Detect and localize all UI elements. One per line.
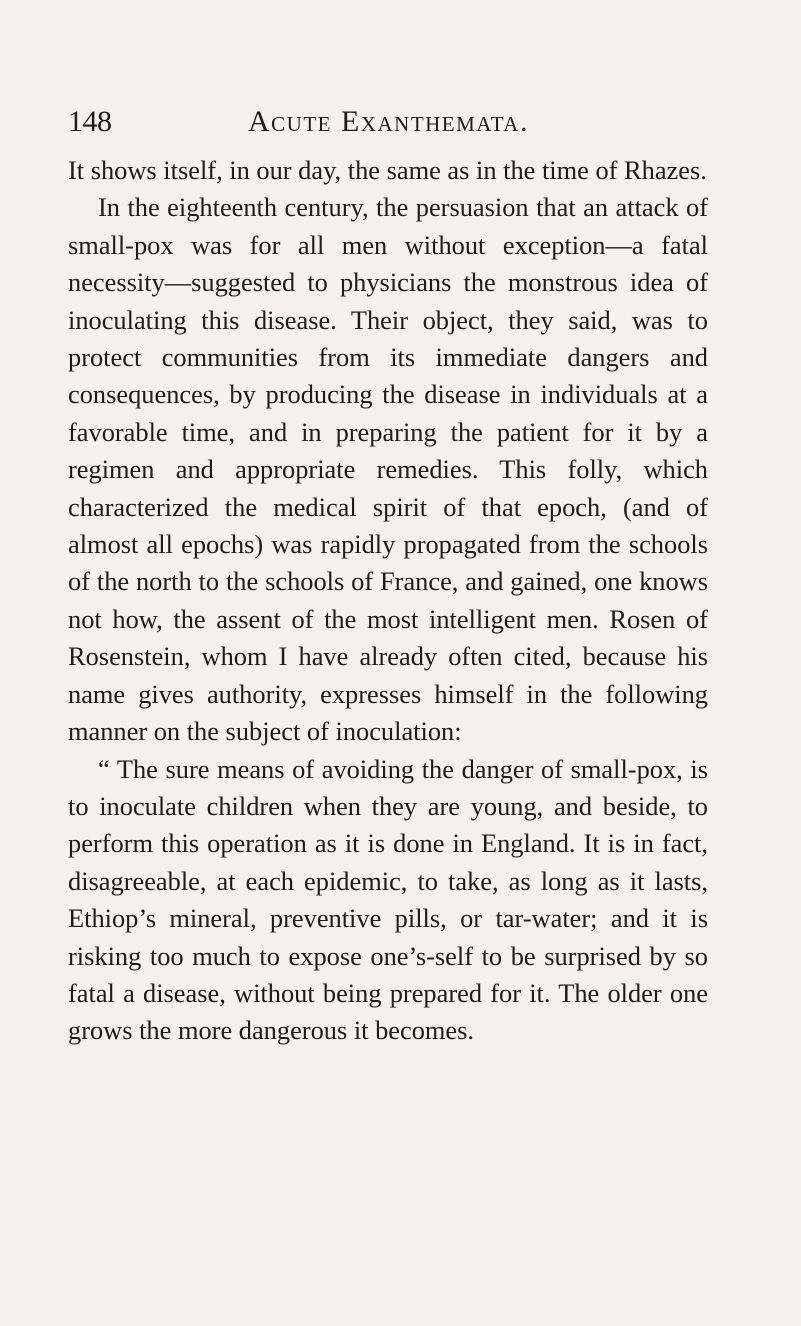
body-text: [68, 152, 708, 1050]
paragraph-3-quote: “ The sure means of avoiding the danger of small-pox, is to inoculate children when they are young, and beside, to perform this operation as it is done in England. It is in fact, disagreeable, at each epidemic, to take, as long as it lasts, Ethiop’s mineral, preventive pills, or tar-water; and it is risking too much to expose one’s-self to be surprised by so fatal a disease, without being prepared for it. The older one grows the more dangerous it becomes.: [68, 753, 708, 1046]
page-number: 148: [68, 105, 112, 138]
paragraph-1: It shows itself, in our day, the same as in the time of Rhazes.: [68, 155, 707, 185]
running-head: Acute Exanthemata.: [248, 105, 529, 138]
page-header: [68, 100, 768, 144]
paragraph-2: In the eighteenth century, the persuasion that an attack of small-pox was for all men without exception—a fatal necessity—suggested to physicians the monstrous idea of inoculating this disease. Their object, they said, was to protect communities from its immediate dangers and consequences, by producing the disease in individuals at a favorable time, and in preparing the patient for it by a regimen and appropriate remedies. This folly, which characterized the medical spirit of that epoch, (and of almost all epochs) was rapidly propagated from the schools of the north to the schools of France, and gained, one knows not how, the assent of the most intelligent men. Rosen of Rosenstein, whom I have already often cited, because his name gives authority, expresses himself in the following manner on the subject of inoculation:: [68, 192, 708, 747]
